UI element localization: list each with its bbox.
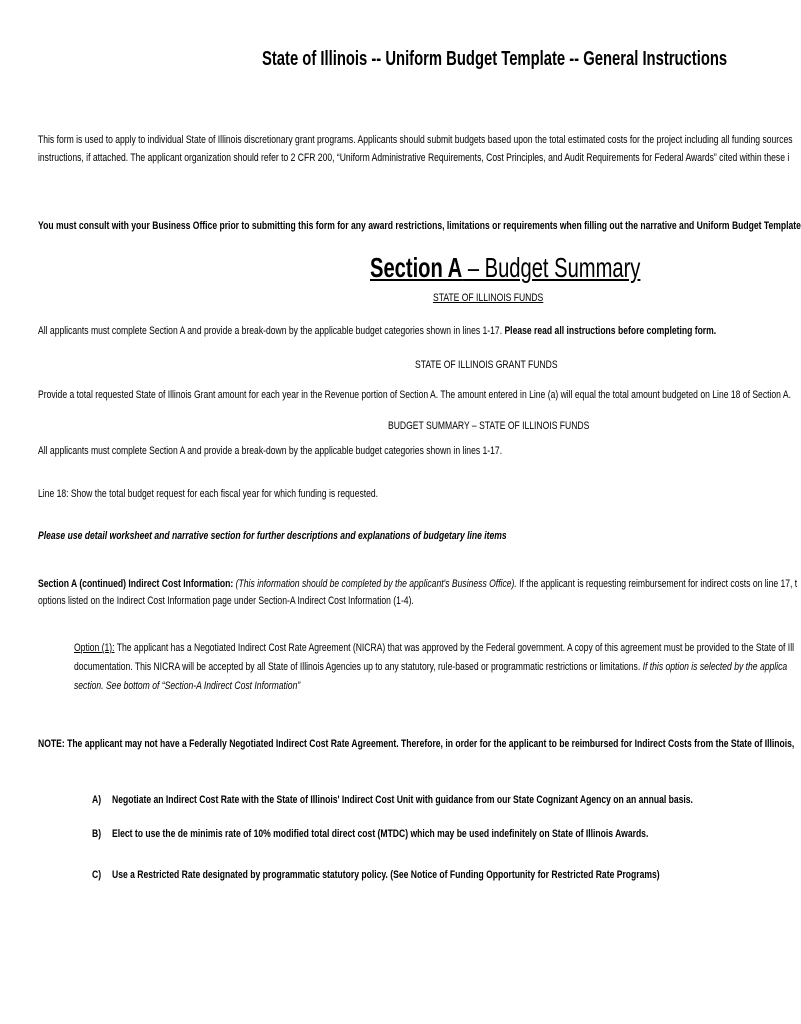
option-1-text-2-italic: If this option is selected by the applica (642, 661, 788, 673)
section-a-instruction (38, 325, 716, 337)
section-a-heading-rest: – Budget Summary (462, 252, 641, 283)
grant-funds-heading: STATE OF ILLINOIS GRANT FUNDS (415, 359, 558, 371)
detail-worksheet-note: Please use detail worksheet and narrative section for further descriptions and explanations of budgetary line items (38, 530, 507, 542)
consult-notice (38, 220, 801, 238)
choice-b-letter: B) (92, 828, 102, 840)
option-1-line-1 (74, 642, 794, 654)
section-a-instruction-bold: Please read all instructions before completing form. (504, 325, 717, 337)
grant-funds-text: Provide a total requested State of Illinois Grant amount for each year in the Revenue portion of Section A. The amount entered in Line (a) will equal the total amount budgeted on Line 18 of Section A. (38, 389, 791, 401)
indirect-cost-rest: If the applicant is requesting reimbursement for indirect costs on line 17, t (516, 578, 798, 590)
option-1-paragraph (74, 642, 795, 698)
indirect-cost-line-2: options listed on the Indirect Cost Information page under Section-A Indirect Cost Information (1-4). (38, 595, 414, 607)
section-a-heading-bold: Section A (370, 252, 463, 283)
indirect-cost-line-1 (38, 578, 797, 590)
indirect-cost-paragraph (38, 578, 798, 614)
choice-c-letter: C) (92, 869, 102, 881)
option-1-text-1: The applicant has a Negotiated Indirect Cost Rate Agreement (NICRA) that was approved by the Federal government. A copy of this agreement must be provided to the State of Ill (114, 642, 795, 654)
note-text: NOTE: The applicant may not have a Federally Negotiated Indirect Cost Rate Agreement. Therefore, in order for the applicant to be reimbursed for Indirect Costs from the State of Illinois, (38, 738, 795, 750)
note-paragraph (38, 738, 795, 756)
intro-line-2: instructions, if attached. The applicant organization should refer to 2 CFR 200, “Uniform Administrative Requirements, Cost Principles, and Audit Requirements for Federal Awards” cited within these i (38, 152, 790, 164)
indirect-cost-italic: (This information should be completed by the applicant's Business Office). (233, 578, 517, 590)
consult-text: You must consult with your Business Office prior to submitting this form for any award restrictions, limitations or requirements when filling out the narrative and Uniform Budget Template (38, 220, 801, 232)
choice-b-text: Elect to use the de minimis rate of 10% modified total direct cost (MTDC) which may be used indefinitely on State of Illinois Awards. (112, 828, 649, 840)
intro-line-1: This form is used to apply to individual State of Illinois discretionary grant programs. Applicants should submit budgets based upon the total estimated costs for the project including all funding sources (38, 134, 793, 146)
option-1-line-3: section. See bottom of “Section-A Indirect Cost Information” (74, 680, 301, 692)
choice-a-letter: A) (92, 794, 102, 806)
option-1-text-2: documentation. This NICRA will be accepted by all State of Illinois Agencies up to any statutory, rule-based or programmatic restrictions or limitations. (74, 661, 643, 673)
budget-summary-heading: BUDGET SUMMARY – STATE OF ILLINOIS FUNDS (388, 420, 590, 432)
section-a-subheading: STATE OF ILLINOIS FUNDS (433, 292, 544, 304)
choice-c-text: Use a Restricted Rate designated by programmatic statutory policy. (See Notice of Funding Opportunity for Restricted Rate Programs) (112, 869, 660, 881)
section-a-instruction-plain: All applicants must complete Section A and provide a break-down by the applicable budget categories shown in lines 1-17. (38, 325, 505, 337)
option-1-label: Option (1): (74, 642, 115, 654)
option-1-line-2 (74, 661, 787, 673)
page-title: State of Illinois -- Uniform Budget Template -- General Instructions (262, 48, 728, 70)
choice-a-text: Negotiate an Indirect Cost Rate with the State of Illinois' Indirect Cost Unit with guidance from our State Cognizant Agency on an annual basis. (112, 794, 693, 806)
section-a-heading (370, 252, 640, 284)
indirect-cost-heading: Section A (continued) Indirect Cost Information: (38, 578, 234, 590)
line-18-text: Line 18: Show the total budget request for each fiscal year for which funding is requested. (38, 488, 379, 500)
budget-summary-text: All applicants must complete Section A and provide a break-down by the applicable budget categories shown in lines 1-17. (38, 445, 503, 457)
intro-paragraph (38, 134, 793, 174)
